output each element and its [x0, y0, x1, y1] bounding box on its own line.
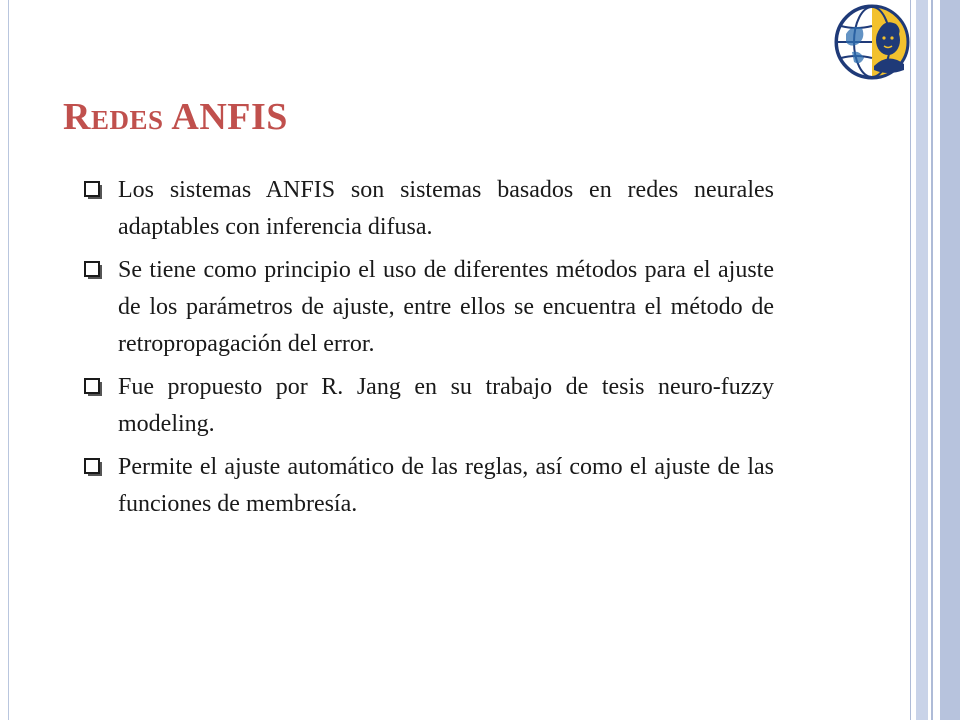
checkbox-square-icon [84, 261, 103, 280]
bullet-item [82, 449, 774, 523]
bullet-list [82, 172, 774, 529]
bullet-item [82, 369, 774, 443]
stripe [940, 0, 960, 720]
checkbox-square-icon [84, 378, 103, 397]
slide-title: Redes ANFIS [63, 96, 288, 138]
bullet-text: Se tiene como principio el uso de diferentes métodos para el ajuste de los parámetros de ajuste, entre ellos se encuentra el método de retropropagación del error. [118, 257, 774, 357]
checkbox-square-icon [84, 181, 103, 200]
globe-portrait-logo [834, 4, 910, 80]
checkbox-square-icon [84, 458, 103, 477]
bullet-text: Fue propuesto por R. Jang en su trabajo de tesis neuro-fuzzy modeling. [118, 374, 774, 437]
bullet-text: Los sistemas ANFIS son sistemas basados en redes neurales adaptables con inferencia difusa. [118, 177, 774, 240]
bullet-item [82, 252, 774, 363]
bullet-text: Permite el ajuste automático de las reglas, así como el ajuste de las funciones de membresía. [118, 454, 774, 517]
left-border-rule [0, 0, 9, 720]
right-decorative-stripes [910, 0, 960, 720]
stripe [931, 0, 933, 720]
stripe [910, 0, 911, 720]
stripe [916, 0, 928, 720]
bullet-item [82, 172, 774, 246]
